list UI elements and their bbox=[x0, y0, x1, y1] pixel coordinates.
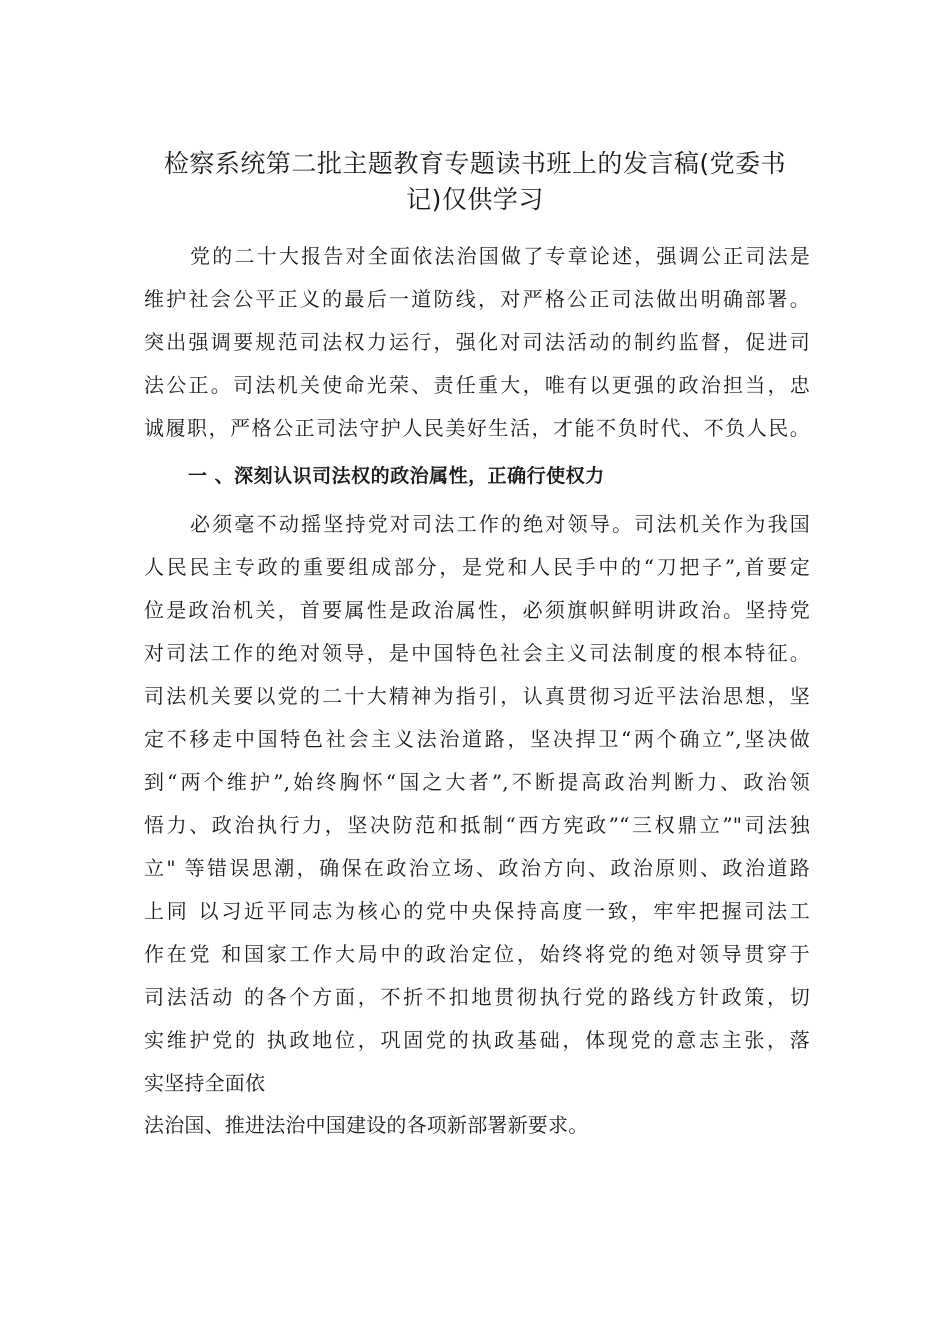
text-line: 到“两个维护”,始终胸怀“国之大者”,不断提高政治判断力、政治领 bbox=[144, 770, 810, 794]
text-line: 诚履职，严格公正司法守护人民美好生活，才能不负时代、不负人民。 bbox=[144, 416, 810, 440]
text-line: 法治国、推进法治中国建设的各项新部署新要求。 bbox=[144, 1113, 589, 1137]
document-title bbox=[140, 146, 810, 218]
text-line: 实维护党的 执政地位，巩固党的执政基础，体现党的意志主张，落 bbox=[144, 1028, 810, 1052]
text-line: 维护社会公平正义的最后一道防线，对严格公正司法做出明确部署。 bbox=[144, 287, 810, 311]
text-line: 作在党 和国家工作大局中的政治定位，始终将党的绝对领导贯穿于 bbox=[144, 942, 810, 966]
section-heading: 一 、深刻认识司法权的政治属性，正确行使权力 bbox=[188, 465, 605, 487]
text-line: 立" 等错误思潮，确保在政治立场、政治方向、政治原则、政治道路 bbox=[144, 856, 810, 880]
text-line: 必须毫不动摇坚持党对司法工作的绝对领导。司法机关作为我国 bbox=[190, 512, 810, 536]
text-line: 对司法工作的绝对领导，是中国特色社会主义司法制度的根本特征。 bbox=[144, 641, 810, 665]
text-line: 党的二十大报告对全面依法治国做了专章论述，强调公正司法是 bbox=[190, 244, 810, 268]
text-line: 人民民主专政的重要组成部分，是党和人民手中的“刀把子”,首要定 bbox=[144, 555, 810, 579]
text-line: 位是政治机关，首要属性是政治属性，必须旗帜鲜明讲政治。坚持党 bbox=[144, 598, 810, 622]
text-line: 法公正。司法机关使命光荣、责任重大，唯有以更强的政治担当，忠 bbox=[144, 373, 810, 397]
text-line: 司法活动 的各个方面，不折不扣地贯彻执行党的路线方针政策，切 bbox=[144, 985, 810, 1009]
text-line: 定不移走中国特色社会主义法治道路，坚决捍卫“两个确立”,坚决做 bbox=[144, 727, 810, 751]
title-line-2: 记)仅供学习 bbox=[406, 185, 544, 214]
text-line: 突出强调要规范司法权力运行，强化对司法活动的制约监督，促进司 bbox=[144, 330, 810, 354]
text-line: 上同 以习近平同志为核心的党中央保持高度一致，牢牢把握司法工 bbox=[144, 899, 810, 923]
text-line: 司法机关要以党的二十大精神为指引，认真贯彻习近平法治思想，坚 bbox=[144, 684, 810, 708]
title-line-1: 检察系统第二批主题教育专题读书班上的发言稿(党委书 bbox=[163, 149, 787, 178]
text-line: 实坚持全面依 bbox=[144, 1071, 266, 1095]
text-line: 悟力、政治执行力，坚决防范和抵制“西方宪政”“三权鼎立”"司法独 bbox=[144, 813, 810, 837]
